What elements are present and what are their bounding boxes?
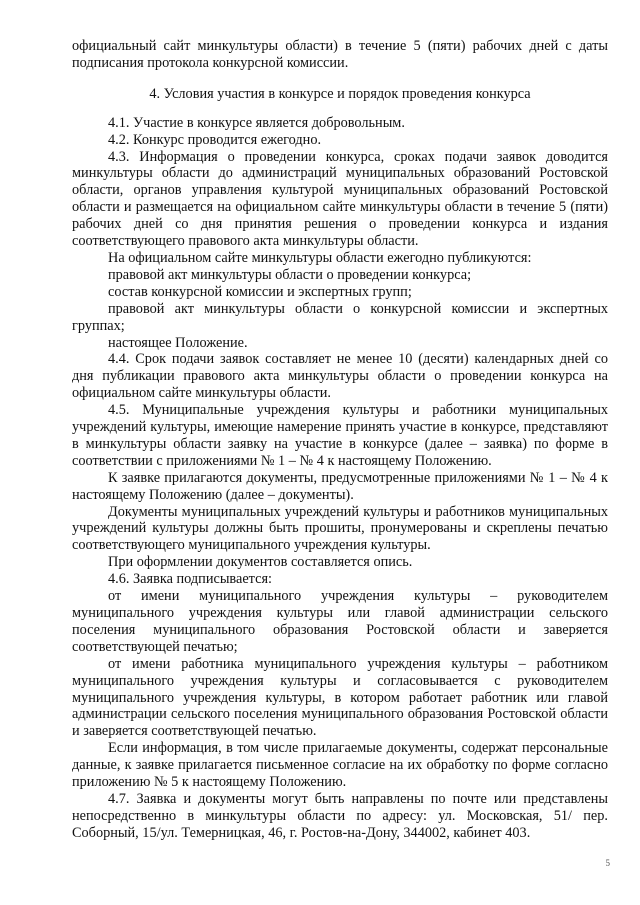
paragraph-published-intro: На официальном сайте минкультуры области ежегодно публикуются: [108,249,532,266]
paragraph-documents: Документы муниципальных учреждений культуры и работников муниципальных учреждений культуры должны быть прошиты, пронумерованы и скреплены печатью соответствующего муниципального учреждения культуры. [72,503,608,554]
list-item-commission: состав конкурсной комиссии и экспертных групп; [108,283,412,300]
list-item-legal-act: правовой акт минкультуры области о проведении конкурса; [108,266,472,283]
paragraph-signed-institution: от имени муниципального учреждения культуры – руководителем муниципального учреждения культуры или главой администрации сельского поселения муниципального образования Ростовской области и заверяется соответствующей печатью; [72,588,608,655]
paragraph-4-1: 4.1. Участие в конкурсе является добровольным. [108,114,405,131]
list-item-regulation: настоящее Положение. [108,334,248,351]
paragraph-4-3: 4.3. Информация о проведении конкурса, сроках подачи заявок доводится минкультуры области до администраций муниципальных образований Ростовской области, органов управления культурой муниципальных образований Ростовской области и размещается на официальном сайте минкультуры области в течение 5 (пяти) рабочих дней со дня принятия решения о проведении конкурса и издания соответствующего правового акта минкультуры области. [72,148,608,250]
section-title: 4. Условия участия в конкурсе и порядок проведения конкурса [149,85,531,102]
paragraph-4-4: 4.4. Срок подачи заявок составляет не менее 10 (десяти) календарных дней со дня публикации правового акта минкультуры области о проведении конкурса на официальном сайте минкультуры области. [72,351,608,402]
list-item-commission-act: правовой акт минкультуры области о конкурсной комиссии и экспертных группах; [72,300,608,334]
paragraph-personal-data: Если информация, в том числе прилагаемые документы, содержат персональные данные, к заявке прилагается письменное согласие на их обработку по форме согласно приложению № 5 к настоящему Положению. [72,740,608,791]
paragraph-inventory: При оформлении документов составляется опись. [108,554,413,571]
paragraph-4-5: 4.5. Муниципальные учреждения культуры и работники муниципальных учреждений культуры, имеющие намерение принять участие в конкурсе, представляют в минкультуры области заявку на участие в конкурсе (далее – заявка) по форме в соответствии с приложениями № 1 – № 4 к настоящему Положению. [72,402,608,469]
paragraph-attachments: К заявке прилагаются документы, предусмотренные приложениями № 1 – № 4 к настоящему Положению (далее – документы). [72,469,608,503]
page-number: 5 [605,858,610,868]
paragraph-4-7: 4.7. Заявка и документы могут быть направлены по почте или представлены непосредственно в минкультуры области по адресу: ул. Московская, 51/ пер. Соборный, 15/ул. Темерницкая, 46, г. Ростов-на-Дону, 344002, кабинет 403. [72,790,608,841]
lead-paragraph: официальный сайт минкультуры области) в течение 5 (пяти) рабочих дней с даты подписания протокола конкурсной комиссии. [72,38,608,71]
paragraph-signed-employee: от имени работника муниципального учреждения культуры – работником муниципального учреждения культуры и согласовывается с руководителем муниципального учреждения культуры, в котором работает работник или главой администрации сельского поселения муниципального образования Ростовской области и заверяется соответствующей печатью. [72,655,608,740]
paragraph-4-6: 4.6. Заявка подписывается: [108,571,272,588]
paragraph-4-2: 4.2. Конкурс проводится ежегодно. [108,131,322,148]
